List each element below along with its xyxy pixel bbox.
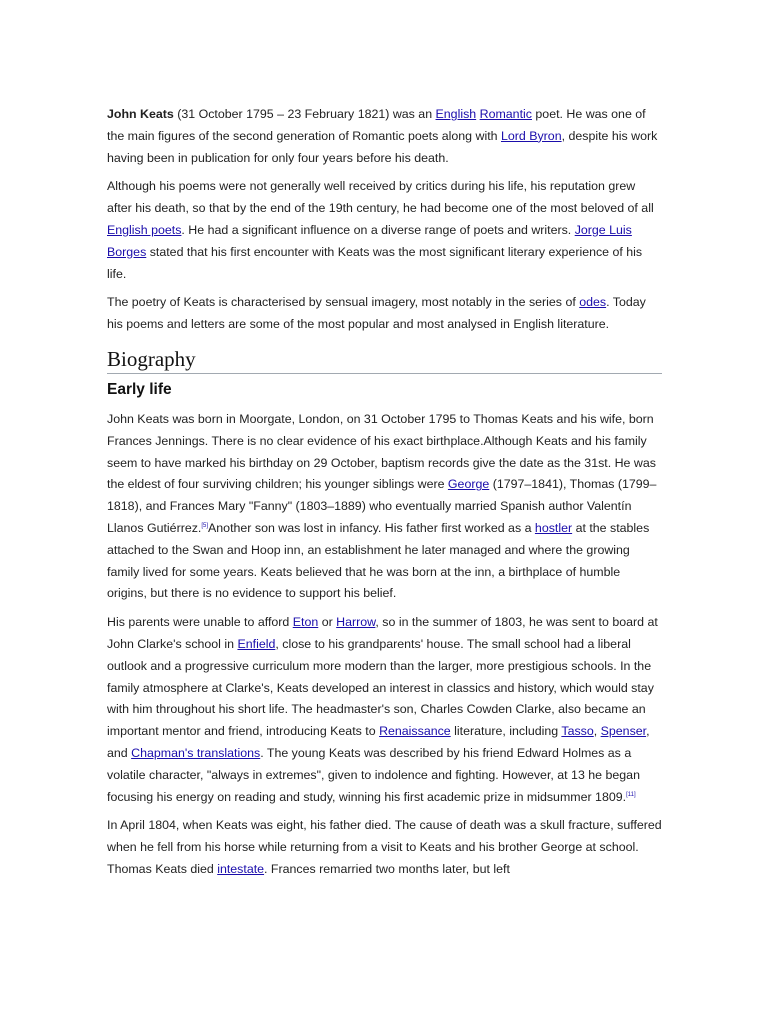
link-english-poets[interactable]: English poets xyxy=(107,222,182,237)
subsection-heading-early-life: Early life xyxy=(107,380,172,398)
link-spenser[interactable]: Spenser xyxy=(600,724,647,739)
link-jorge-luis-borges[interactable]: Jorge Luis Borges xyxy=(107,222,632,259)
link-english[interactable]: English xyxy=(435,107,477,121)
citation-ref[interactable]: [5] xyxy=(201,522,209,529)
link-tasso[interactable]: Tasso xyxy=(561,724,594,739)
link-eton[interactable]: Eton xyxy=(292,615,319,630)
link-renaissance[interactable]: Renaissance xyxy=(379,724,451,739)
link-romantic[interactable]: Romantic xyxy=(479,107,532,121)
link-chapmans-translations[interactable]: Chapman's translations xyxy=(131,745,261,760)
section-heading-biography: Biography xyxy=(107,346,662,374)
link-intestate[interactable]: intestate xyxy=(217,861,265,876)
intro-paragraph-2: Although his poems were not generally well received by critics during his life, his reputation grew after his death, so that by the end of the 19th century, he had become one of the most beloved of all English poets. He had a significant influence on a diverse range of poets and writers. Jorge Luis Borges stated that his first encounter with Keats was the most significant literary experience of his life. xyxy=(107,179,654,281)
link-enfield[interactable]: Enfield xyxy=(237,636,276,651)
article-subject: John Keats xyxy=(107,107,174,121)
link-george[interactable]: George xyxy=(447,477,490,492)
link-odes[interactable]: odes xyxy=(579,295,607,310)
link-hostler[interactable]: hostler xyxy=(534,520,573,535)
intro-paragraph-1: John Keats (31 October 1795 – 23 February 1821) was an English Romantic poet. He was one of the main figures of the second generation of Romantic poets along with Lord Byron, despite his work having been in publication for only four years before his death. xyxy=(107,107,658,165)
article-body xyxy=(107,104,662,888)
citation-ref[interactable]: [11] xyxy=(626,791,636,798)
link-lord-byron[interactable]: Lord Byron xyxy=(500,128,562,143)
early-life-paragraph-1: John Keats was born in Moorgate, London, on 31 October 1795 to Thomas Keats and his wife, born Frances Jennings. There is no clear evidence of his exact birthplace.Although Keats and his family seem to have marked his birthday on 29 October, baptism records give the date as the 31st. He was the eldest of four surviving children; his younger siblings were George (1797–1841), Thomas (1799–1818), and Frances Mary "Fanny" (1803–1889) who eventually married Spanish author Valentín Llanos Gutiérrez.[5]Another son was lost in infancy. His father first worked as a hostler at the stables attached to the Swan and Hoop inn, an establishment he later managed and where the growing family lived for some years. Keats believed that he was born at the inn, a birthplace of humble origins, but there is no evidence to support his belief. xyxy=(107,411,657,601)
link-harrow[interactable]: Harrow xyxy=(336,615,376,630)
early-life-paragraph-2: His parents were unable to afford Eton or Harrow, so in the summer of 1803, he was sent to board at John Clarke's school in Enfield, close to his grandparents' house. The small school had a liberal outlook and a progressive curriculum more modern than the larger, more prestigious schools. In the family atmosphere at Clarke's, Keats developed an interest in classics and history, which would stay with him throughout his short life. The headmaster's son, Charles Cowden Clarke, also became an important mentor and friend, introducing Keats to Renaissance literature, including Tasso, Spenser, and Chapman's translations. The young Keats was described by his friend Edward Holmes as a volatile character, "always in extremes", given to indolence and fighting. However, at 13 he began focusing his energy on reading and study, winning his first academic prize in midsummer 1809.[11] xyxy=(107,615,658,804)
intro-paragraph-3: The poetry of Keats is characterised by sensual imagery, most notably in the series of odes. Today his poems and letters are some of the most popular and most analysed in English literature. xyxy=(107,295,646,332)
early-life-paragraph-3: In April 1804, when Keats was eight, his father died. The cause of death was a skull fracture, suffered when he fell from his horse while returning from a visit to Keats and his brother George at school. Thomas Keats died intestate. Frances remarried two months later, but left xyxy=(107,818,662,876)
